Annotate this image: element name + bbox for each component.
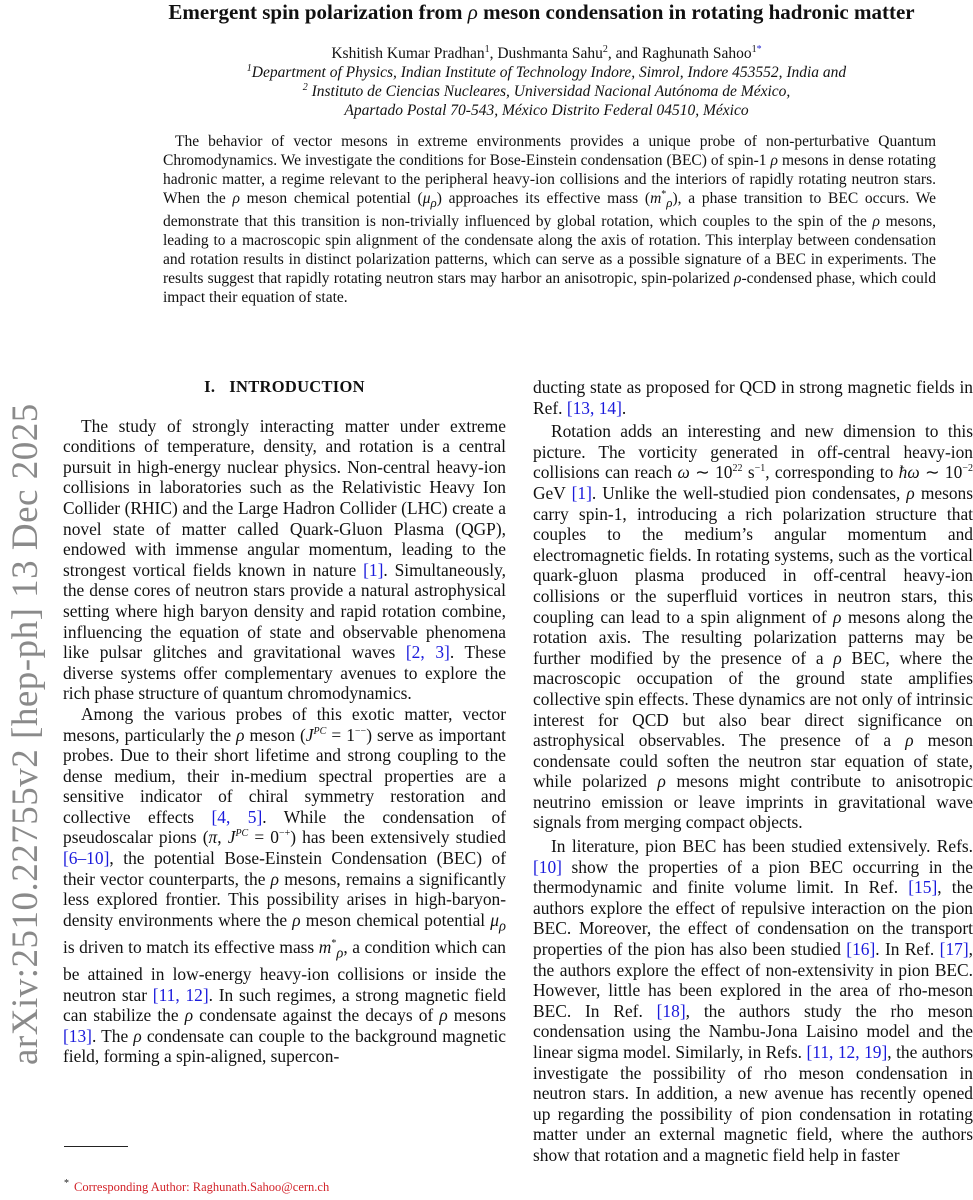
affil-text: Department of Physics, Indian Institute of Technology Indore, Simrol, Indore 453552, India and xyxy=(251,64,847,81)
right-column xyxy=(533,377,973,1166)
citation-link[interactable]: [2, 3] xyxy=(405,642,450,663)
citation-link[interactable]: [4, 5] xyxy=(211,806,263,827)
section-title: INTRODUCTION xyxy=(229,377,365,396)
citation-link[interactable]: [1] xyxy=(571,482,592,503)
footnote-divider xyxy=(64,1146,128,1147)
author-list xyxy=(120,44,973,63)
footnote-email-link[interactable]: Corresponding Author: Raghunath.Sahoo@cern.ch xyxy=(74,1180,330,1195)
citation-link[interactable]: [10] xyxy=(533,856,562,877)
citation-link[interactable]: [13, 14] xyxy=(566,397,622,418)
left-column xyxy=(63,377,506,1067)
abstract xyxy=(163,132,936,307)
author-name: Kshitish Kumar Pradhan xyxy=(331,45,485,62)
paper-title xyxy=(0,0,973,24)
title-text-before: Emergent spin polarization from xyxy=(168,0,468,24)
footnote-marker: * xyxy=(64,1178,69,1189)
affil-text: Apartado Postal 70-543, México Distrito Federal 04510, México xyxy=(344,102,749,119)
intro-paragraph-1: The study of strongly interacting matter under extreme conditions of temperature, density, and rotation is a central pursuit in high-energy nuclear physics. Non-central heavy-ion collisions in laboratories such as the Relativistic Heavy Ion Collider (RHIC) and the Large Hadron Collider (LHC) create a novel state of matter called Quark-Gluon Plasma (QGP), endowed with immense angular momentum, leading to the strongest vortical fields known in nature [1]. Simultaneously, the dense cores of neutron stars provide a natural astrophysical setting where high baryon density and rapid rotation combine, influencing the equation of state and observable phenomena like pulsar glitches and gravitational waves [2, 3]. These diverse systems offer complementary avenues to explore the rich phase structure of quantum chromodynamics. xyxy=(63,415,507,704)
section-number: I. xyxy=(204,377,216,396)
arxiv-identifier-stamp: arXiv:2510.22755v2 [hep-ph] 13 Dec 2025 xyxy=(5,403,46,1065)
affiliation-2 xyxy=(120,82,973,101)
citation-link[interactable]: [11, 12, 19] xyxy=(806,1042,888,1062)
affiliation-1 xyxy=(120,63,973,82)
affil-marker: 1 xyxy=(246,62,252,74)
intro-paragraph-2: Among the various probes of this exotic matter, vector mesons, particularly the ρ meson $(J^{PC} = 1^{--})$ serve as important probes. Due to their short lifetime and strong coupling to the dense medium, their in-medium spectral properties are a sensitive indicator of chiral symmetry restoration and collective effects [4, 5]. While the condensation of pseudoscalar pions (π, $J^{PC} = 0^{-+}$) has been extensively studied [6–10], the potential Bose-Einstein Condensation (BEC) of their vector counterparts, the ρ mesons, remains a significantly less explored frontier. This possibility arises in high-baryon-density environments where the ρ meson chemical potential $\mu_\rho$ is driven to match its effective mass $m^*_\rho$, a condition which can be attained in low-energy heavy-ion collisions or inside the neutron star [11, 12]. In such regimes, a strong magnetic field can stabilize the ρ condensate against the decays of ρ mesons [13]. The ρ condensate can couple to the background magnetic field, forming a spin-aligned, supercon- xyxy=(63,703,506,1067)
title-rho-symbol: ρ xyxy=(467,0,478,24)
citation-link[interactable]: [13] xyxy=(63,1025,92,1046)
author-affil-marker: 2 xyxy=(602,43,608,55)
author-separator: , and xyxy=(607,45,642,62)
intro-paragraph-4: In literature, pion BEC has been studied extensively. Refs. [10] show the properties of a pion BEC occurring in the thermodynamic and finite volume limit. In Ref. [15], the authors explore the effect of repulsive interaction on the pion BEC. Moreover, the effect of condensation on the transport properties of the pion has also been studied [16]. In Ref. [17], the authors explore the effect of non-extensivity in pion BEC. However, little has been explored in the area of rho-meson BEC. In Ref. [18], the authors study the rho meson condensation using the Nambu-Jona Laisino model and the linear sigma model. Similarly, in Refs. [11, 12, 19], the authors investigate the possibility of rho meson condensation in neutron stars. In addition, a new avenue has recently opened up regarding the possibility of pion condensation in rotating matter under an external magnetic field, where the authors show that rotation and a magnetic field help in faster xyxy=(533,836,973,1165)
citation-link[interactable]: [1] xyxy=(363,559,384,580)
citation-link[interactable]: [16] xyxy=(846,939,876,960)
intro-paragraph-3: Rotation adds an interesting and new dimension to this picture. The vorticity generated in off-central heavy-ion collisions can reach ω ∼ $10^{22}$ $s^{-1}$, corresponding to ħω ∼ $10^{-2}$ GeV [1]. Unlike the well-studied pion condensates, ρ mesons carry spin-1, introducing a rich polarization structure that couples to the medium’s angular momentum and electromagnetic fields. In rotating systems, such as the vortical quark-gluon plasma produced in off-central heavy-ion collisions or the superfluid vortices in neutron stars, this coupling can lead to a spin alignment of ρ mesons along the rotation axis. The resulting polarization patterns may be further modified by the presence of a ρ BEC, where the macroscopic occupation of the ground state amplifies collective spin effects. These dynamics are not only of intrinsic interest for QCD but also bear direct significance on astrophysical observables. The presence of a ρ meson condensate could soften the neutron star equation of state, while polarized ρ mesons might contribute to anisotropic neutrino emission or leave imprints in gravitational wave signals from merging compact objects. xyxy=(533,421,973,833)
author-block xyxy=(120,44,973,120)
abstract-paragraph: The behavior of vector mesons in extreme environments provides a unique probe of non-perturbative Quantum Chromodynamics. We investigate the conditions for Bose-Einstein condensation (BEC) of spin-1 ρ mesons in dense rotating hadronic matter, a regime relevant to the peripheral heavy-ion collisions and the interiors of rapidly rotating neutron stars. When the ρ meson chemical potential $(\mu_\rho)$ approaches its effective mass $(m^*_\rho)$, a phase transition to BEC occurs. We demonstrate that this transition is non-trivially influenced by global rotation, which couples to the spin of the ρ mesons, leading to a macroscopic spin alignment of the condensate along the axis of rotation. This interplay between condensation and rotation results in distinct polarization patterns, which can serve as a possible signature of a BEC in experiments. The results suggest that rapidly rotating neutron stars may harbor an anisotropic, spin-polarized ρ-condensed phase, which could impact their equation of state. xyxy=(163,133,937,307)
author-name: Dushmanta Sahu xyxy=(497,45,603,62)
section-heading-introduction xyxy=(63,377,506,398)
corresponding-author-link[interactable]: * xyxy=(756,43,762,55)
affiliation-2-address xyxy=(120,101,973,120)
citation-link[interactable]: [18] xyxy=(656,1000,686,1021)
affil-marker: 2 xyxy=(302,81,308,93)
author-name: Raghunath Sahoo xyxy=(641,45,752,62)
intro-paragraph-2-continued: ducting state as proposed for QCD in strong magnetic fields in Ref. [13, 14]. xyxy=(533,377,973,418)
citation-link[interactable]: [11, 12] xyxy=(152,984,209,1005)
citation-link[interactable]: [17] xyxy=(939,939,969,960)
affil-text: Instituto de Ciencias Nucleares, Universidad Nacional Autónoma de México, xyxy=(307,83,791,100)
corresponding-author-footnote xyxy=(64,1178,329,1195)
author-affil-marker: 1 xyxy=(484,43,490,55)
author-affil-marker: 1 xyxy=(751,43,757,55)
citation-link[interactable]: [15] xyxy=(908,877,938,898)
title-text-after: meson condensation in rotating hadronic matter xyxy=(477,0,915,24)
author-separator: , xyxy=(489,45,498,62)
citation-link[interactable]: [6–10] xyxy=(63,848,110,869)
